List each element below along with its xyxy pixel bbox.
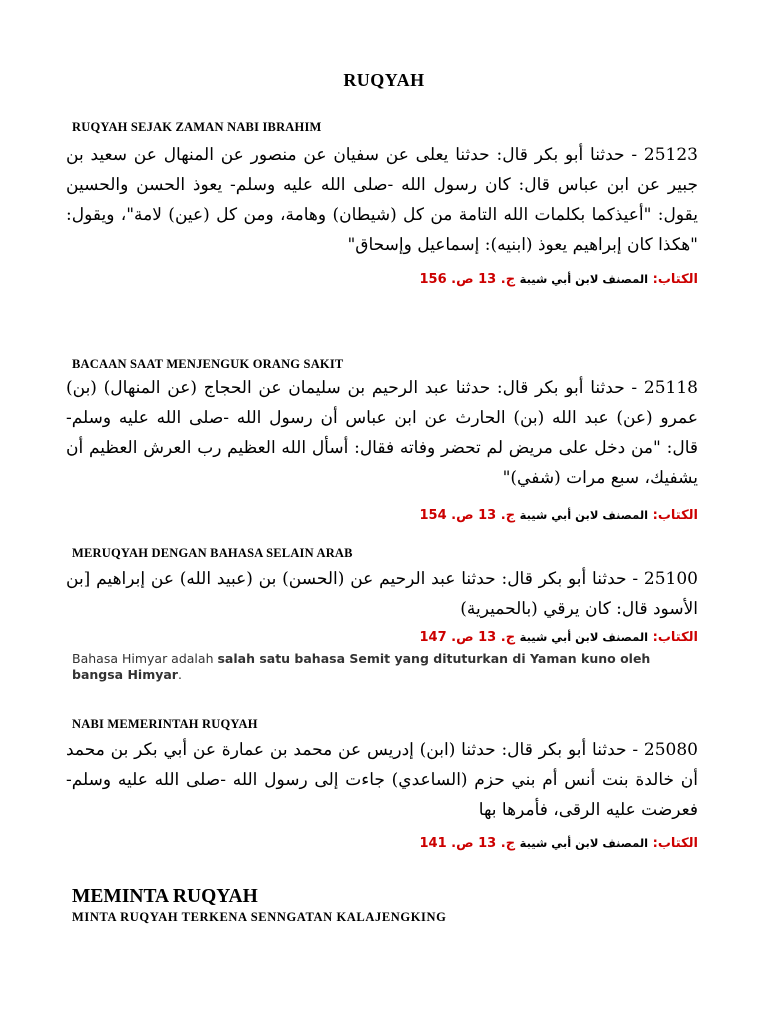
source-ref-2: ج. 13 ص. 154: [419, 508, 516, 523]
hadith-number-1: 25123: [643, 145, 699, 165]
section-heading-1: RUQYAH SEJAK ZAMAN NABI IBRAHIM: [72, 120, 322, 134]
source-label-4: الكتاب:: [652, 836, 698, 851]
note-bold: salah satu bahasa Semit yang dituturkan di Yaman kuno oleh bangsa Himyar: [72, 651, 651, 682]
note-end: .: [177, 667, 182, 682]
hadith-number-3: 25100: [643, 569, 699, 589]
hadith-text-3: [66, 564, 698, 624]
hadith-body-4: - حدثنا أبو بكر قال: حدثنا (ابن) إدريس عن محمد بن عمارة عن أبي بكر بن محمد أن خالدة بنت أنس أم بني حزم (الساعدي) جاءت إلى رسول الله -صلى الله عليه وسلم- فعرضت عليه الرقى، فأمرها بها: [66, 740, 698, 820]
source-book-1: المصنف لابن أبي شيبة: [519, 272, 649, 286]
source-book-2: المصنف لابن أبي شيبة: [519, 508, 649, 522]
source-ref-1: ج. 13 ص. 156: [419, 272, 516, 287]
source-ref-4: ج. 13 ص. 141: [419, 836, 516, 851]
hadith-body-1: - حدثنا أبو بكر قال: حدثنا يعلى عن سفيان عن منصور عن المنهال عن سعيد بن جبير عن ابن عباس قال: كان رسول الله -صلى الله عليه وسلم- يعوذ الحسن والحسين يقول: "أعيذكما بكلمات الله التامة من كل (شيطان) وهامة، ومن كل (عين) لامة"، ويقول: "هكذا كان إبراهيم يعوذ (ابنيه): إسماعيل وإسحاق": [66, 145, 698, 255]
hadith-number-4: 25080: [643, 740, 698, 760]
source-book-3: المصنف لابن أبي شيبة: [519, 630, 649, 644]
hadith-text-1: [66, 140, 698, 260]
hadith-body-2: - حدثنا أبو بكر قال: حدثنا عبد الرحيم بن سليمان عن الحجاج (عن المنهال) (بن) عمرو (عن) عبد الله (بن) الحارث عن ابن عباس أن رسول الله -صلى الله عليه وسلم- قال: "من دخل على مريض لم تحضر وفاته فقال: أسأل الله العظيم رب العرش العظيم أن يشفيك، سبع مرات (شفي)": [66, 378, 698, 488]
source-ref-3: ج. 13 ص. 147: [419, 630, 516, 645]
source-citation-3: [300, 630, 698, 645]
section-heading-4: NABI MEMERINTAH RUQYAH: [72, 717, 258, 731]
himyar-note: [72, 651, 702, 683]
hadith-number-2: 25118: [643, 378, 699, 398]
section-heading-3: MERUQYAH DENGAN BAHASA SELAIN ARAB: [72, 546, 353, 560]
source-book-4: المصنف لابن أبي شيبة: [519, 836, 649, 850]
source-label-3: الكتاب:: [652, 630, 698, 645]
hadith-body-3: - حدثنا أبو بكر قال: حدثنا عبد الرحيم عن (الحسن) بن (عبيد الله) عن إبراهيم [بن الأسود قال: كان يرقي (بالحميرية): [66, 569, 698, 619]
source-label-2: الكتاب:: [652, 508, 698, 523]
section-sub-heading: MINTA RUQYAH TERKENA SENNGATAN KALAJENGKING: [72, 910, 447, 924]
page-title: RUQYAH: [343, 70, 425, 90]
source-citation-1: [300, 272, 698, 287]
hadith-text-2: [66, 373, 698, 493]
source-citation-4: [300, 836, 698, 851]
hadith-text-4: [66, 735, 698, 825]
source-label-1: الكتاب:: [652, 272, 698, 287]
source-citation-2: [300, 508, 698, 523]
section-big-heading: MEMINTA RUQYAH: [72, 886, 258, 907]
note-plain: Bahasa Himyar adalah: [72, 651, 218, 666]
section-heading-2: BACAAN SAAT MENJENGUK ORANG SAKIT: [72, 357, 344, 371]
